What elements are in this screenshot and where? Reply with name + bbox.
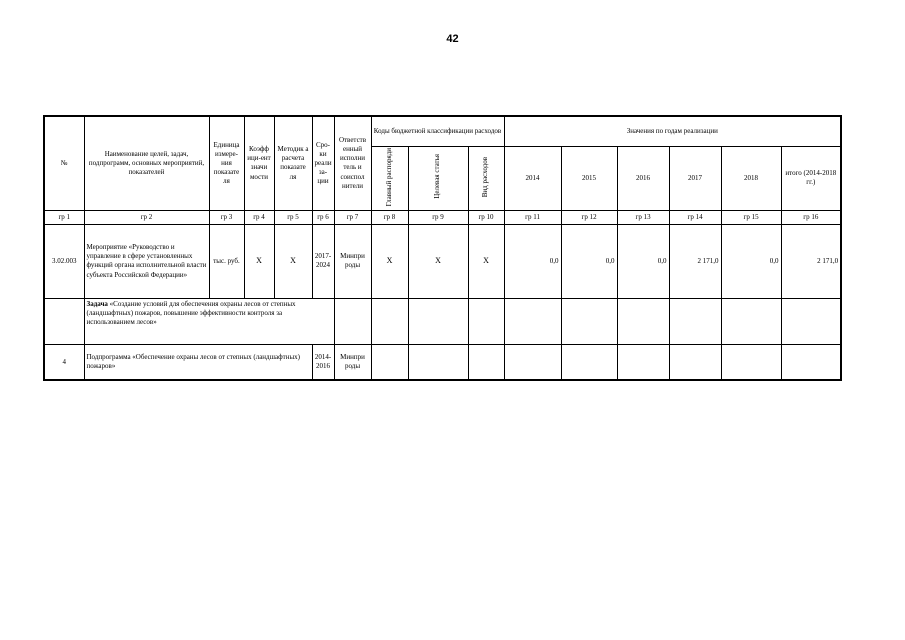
header-budget-codes: Коды бюджетной классификации расходов xyxy=(371,116,504,146)
measure-responsible: Минпри роды xyxy=(334,224,371,298)
header-name: Наименование целей, задач, подпрограмм, основных мероприятий, показателей xyxy=(84,116,209,210)
empty-cell xyxy=(617,298,669,344)
col-number: гр 3 xyxy=(209,210,244,224)
header-code-main xyxy=(371,146,408,210)
empty-cell xyxy=(334,298,371,344)
col-number: гр 1 xyxy=(44,210,84,224)
col-number: гр 8 xyxy=(371,210,408,224)
code-target-label: Целевая статья xyxy=(433,154,442,200)
measure-value-2014: 0,0 xyxy=(504,224,561,298)
measure-value-2017: 2 171,0 xyxy=(669,224,721,298)
task-text: «Создание условий для обеспечения охраны лесов от степных (ландшафтных) пожаров, повышение эффективности контроля за использованием лесов» xyxy=(86,299,296,327)
empty-cell xyxy=(468,344,504,380)
header-no: № xyxy=(44,116,84,210)
col-number: гр 6 xyxy=(312,210,334,224)
header-year-2014: 2014 xyxy=(504,146,561,210)
empty-cell xyxy=(561,344,617,380)
empty-cell xyxy=(669,344,721,380)
col-number: гр 10 xyxy=(468,210,504,224)
measure-name: Мероприятие «Руководство и управление в сфере установленных функций органа исполнительной власти субъекта Российской Федерации» xyxy=(84,224,209,298)
task-prefix: Задача xyxy=(86,299,108,308)
measure-code-main: X xyxy=(371,224,408,298)
empty-cell xyxy=(721,298,781,344)
table-row-measure xyxy=(44,224,841,298)
empty-cell xyxy=(371,298,408,344)
empty-cell xyxy=(781,298,841,344)
measure-value-2018: 0,0 xyxy=(721,224,781,298)
code-type-label: Вид расходов xyxy=(481,156,490,197)
header-year-2017: 2017 xyxy=(669,146,721,210)
col-number: гр 16 xyxy=(781,210,841,224)
empty-cell xyxy=(468,298,504,344)
col-number: гр 14 xyxy=(669,210,721,224)
subprogram-term: 2014-2016 xyxy=(312,344,334,380)
empty-cell xyxy=(504,344,561,380)
header-values-by-year: Значения по годам реализации xyxy=(504,116,841,146)
empty-cell xyxy=(371,344,408,380)
header-year-2015: 2015 xyxy=(561,146,617,210)
measure-value-2016: 0,0 xyxy=(617,224,669,298)
empty-cell xyxy=(617,344,669,380)
code-main-label: Главный распоряди xyxy=(384,147,393,206)
measure-coef: X xyxy=(244,224,274,298)
empty-cell xyxy=(504,298,561,344)
col-number: гр 12 xyxy=(561,210,617,224)
empty-cell xyxy=(408,344,468,380)
measure-unit: тыс. руб. xyxy=(209,224,244,298)
col-number: гр 2 xyxy=(84,210,209,224)
header-method: Методик а расчета показате ля xyxy=(274,116,312,210)
measure-value-total: 2 171,0 xyxy=(781,224,841,298)
empty-cell xyxy=(669,298,721,344)
empty-cell xyxy=(721,344,781,380)
measure-value-2015: 0,0 xyxy=(561,224,617,298)
header-responsible: Ответств енный исполни тель и соиспол нители xyxy=(334,116,371,210)
col-number: гр 13 xyxy=(617,210,669,224)
measure-no: 3.02.003 xyxy=(44,224,84,298)
header-coef: Коэфф ици-ент значи мости xyxy=(244,116,274,210)
budget-table xyxy=(43,115,842,381)
col-number: гр 9 xyxy=(408,210,468,224)
header-row-top xyxy=(44,116,841,146)
measure-code-target: X xyxy=(408,224,468,298)
col-number: гр 5 xyxy=(274,210,312,224)
col-number: гр 15 xyxy=(721,210,781,224)
task-no xyxy=(44,298,84,344)
table-row-task xyxy=(44,298,841,344)
header-term: Сро-ки реали за-ции xyxy=(312,116,334,210)
empty-cell xyxy=(408,298,468,344)
col-number: гр 11 xyxy=(504,210,561,224)
header-unit: Единица измере-ния показате ля xyxy=(209,116,244,210)
header-year-total: итого (2014-2018 гг.) xyxy=(781,146,841,210)
col-number: гр 7 xyxy=(334,210,371,224)
measure-term: 2017-2024 xyxy=(312,224,334,298)
header-code-target xyxy=(408,146,468,210)
column-number-row xyxy=(44,210,841,224)
subprogram-responsible: Минпри роды xyxy=(334,344,371,380)
col-number: гр 4 xyxy=(244,210,274,224)
header-code-type xyxy=(468,146,504,210)
empty-cell xyxy=(561,298,617,344)
table-row-subprogram xyxy=(44,344,841,380)
empty-cell xyxy=(781,344,841,380)
measure-method: X xyxy=(274,224,312,298)
task-text-cell xyxy=(84,298,334,344)
header-year-2018: 2018 xyxy=(721,146,781,210)
header-year-2016: 2016 xyxy=(617,146,669,210)
page-number: 42 xyxy=(446,33,459,45)
subprogram-no: 4 xyxy=(44,344,84,380)
measure-code-type: X xyxy=(468,224,504,298)
subprogram-name: Подпрограмма «Обеспечение охраны лесов от степных (ландшафтных) пожаров» xyxy=(84,344,312,380)
